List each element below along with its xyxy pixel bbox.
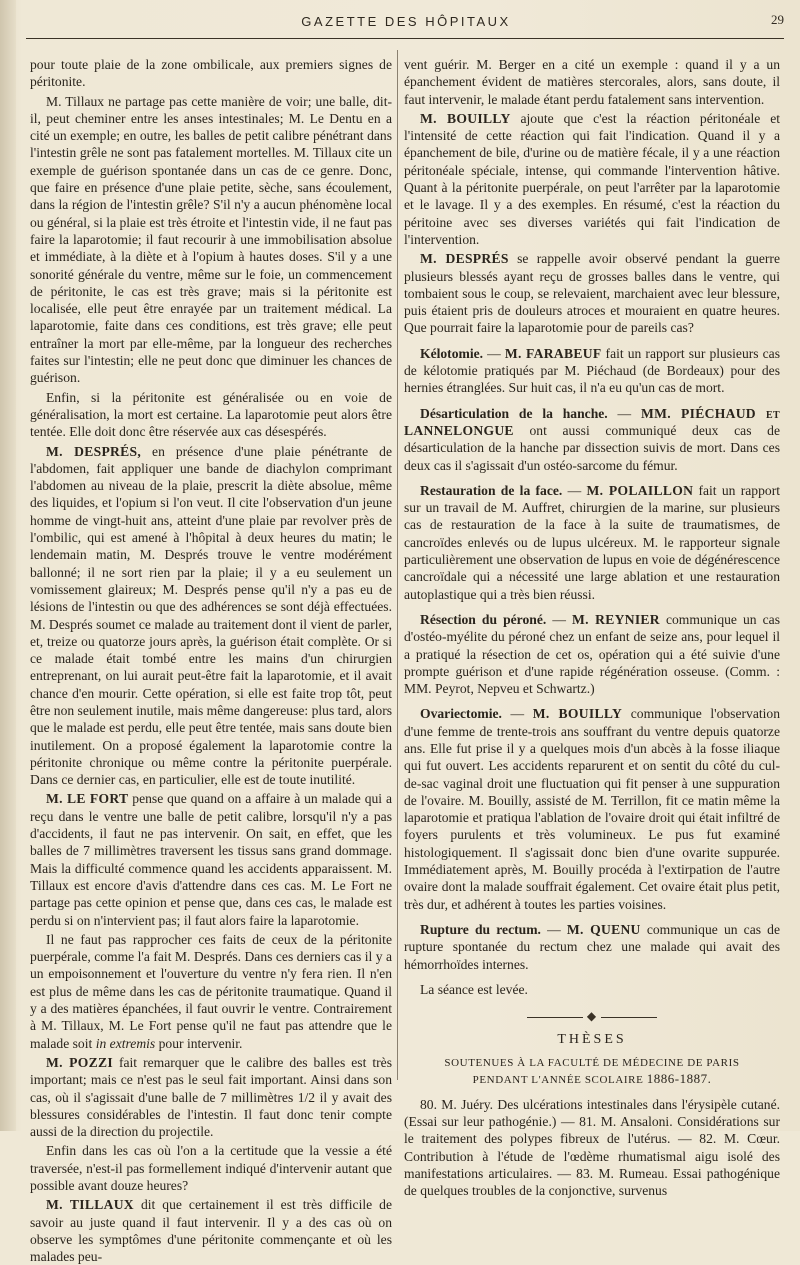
column-divider [397, 50, 398, 1080]
page-number: 29 [771, 12, 784, 27]
section-title: Ovariectomie. [420, 706, 502, 722]
section-paragraph: Kélotomie. — M. FARABEUF fait un rapport sur plusieurs cas de kélotomie pratiqués par M. Piéchaud (de Bordeaux) pour des hernies étranglées. Sur huit cas, il n'a eu qu'un cas de mort. [404, 345, 780, 396]
speaker-name: M. POZZI [46, 1054, 113, 1070]
paragraph [404, 110, 780, 248]
speaker-name: M. BOUILLY [532, 706, 623, 722]
paragraph-text: fait un rapport sur un travail de M. Auffret, chirurgien de la marine, sur plusieurs cas de restauration de la face à la suite de traumatismes, de cancroïdes enlevés ou de lupus ulcéreux. M. le rapporteur signale particulièrement une observation de lupus en voie de dégénérescence cancroïdale qui a nécessité une large ablation et une restauration autoplastique qui a très bien réussi. [404, 482, 780, 602]
section-paragraph: Désarticulation de la hanche. — MM. PIÉCHAUD et LANNELONGUE ont aussi communiqué deux cas de désarticulation de la hanche par dissection suivis de mort. Dans ces deux cas il s'agissait d'un ostéo-sarcome du fémur. [404, 405, 780, 473]
section-paragraph: Rupture du rectum. — M. QUENU communique un cas de rupture spontanée du rectum chez une malade qui avait des hémorrhoïdes internes. [404, 921, 781, 972]
paragraph-text: dit que certainement il est très difficile de savoir au juste quand il faut intervenir. Il y a des cas où on observe les symptômes d'une péritonite commençante et où les malades peu- [30, 1197, 393, 1265]
right-column [404, 56, 780, 1200]
paragraph-text: en présence d'une plaie pénétrante de l'abdomen, fait appliquer une bande de diachylon comprimant l'abdomen au niveau de la plaie, prescrit la diète absolue, même des liquides, et l'opium si l'on veut. Il cite l'observation d'un jeune homme de vingt-huit ans, atteint d'une plaie par revolver près de l'ombilic, qui est amené à l'hôpital à deux heures du matin; le lendemain matin, M. Després trouve le ventre modérément ballonné; il ne sort rien par la plaie; il y a eu seulement un vomissement glaireux; M. Després pense qu'il n'y a pas eu de lésions de l'intestin ou que des adhérences se sont déjà effectuées. M. Després soumet ce malade au traitement dont il vient de parler, et, treize ou quatorze jours après, la guérison était complète. Or si ce malade était tombé entre les mains d'un chirurgien entreprenant, on lui aurait peut-être fait la laparotomie, et il avait chance d'en mourir. Cette opération, si elle est faite trop tôt, peut être non seulement inutile, mais même dangereuse: plus tard, alors que le malade est perdu, elle peut être tentée, mais sans doute bien inutilement. On a proposé également la laparotomie contre la péritonite chronique ou même contre la péritonite puerpérale. Dans ce dernier cas, en particulier, elle est de toute inutilité. [30, 443, 393, 788]
theses-list: 80. M. Juéry. Des ulcérations intestinales dans l'érysipèle cutané. (Essai sur leur pathogénie.) — 81. M. Ansaloni. Considérations sur le traitement des polypes fibreux de l'utérus. — 82. M. Cœur. Contribution à l'étude de l'œdème rhumatismal aigu isolé des manifestations articulaires. — 83. M. Rumeau. Essai pathogénique de quelques troubles de la conjonctive, survenus [404, 1096, 780, 1199]
paragraph-text: pense que quand on a affaire à un malade qui a reçu dans le ventre une balle de petit calibre, lorsqu'il n'y a pas d'accidents, il faut ne pas intervenir. On sait, en effet, que les balles de 7 millimètres traversent les tissus sans grand dommage. Mais la difficulté commence quand les accidents apparaissent. M. Tillaux est encore d'avis d'attendre dans ces cas. M. Le Fort ne partage pas cette opinion et pense que, dans ces cas, le malade est perdu si on n'intervient pas; il faut alors faire la laparotomie. [30, 791, 392, 928]
left-column [30, 56, 392, 1265]
paragraph: Enfin, si la péritonite est généralisée ou en voie de généralisation, la mort est certaine. La laparotomie peut alors être tentée. Elle doit donc être réservée aux cas désespérés. [30, 389, 392, 440]
paragraph-text: Il ne faut pas rapprocher ces faits de ceux de la péritonite puerpérale, comme l'a fait M. Després. Dans ces derniers cas il y a un empoisonnement et l'ouverture du ventre n'y fera rien. Il n'en est plus de même dans les cas de péritonite traumatique. Quand il y a des matières épanchées, il faut ouvrir le ventre. Contrairement à M. Tillaux, M. Le Fort pense qu'il ne faut pas attendre que le malade soit [30, 931, 392, 1051]
section-paragraph: Résection du péroné. — M. REYNIER communique un cas d'ostéo-myélite du péroné chez un enfant de seize ans, pour lequel il a pratiqué la résection de cet os, opération qui a été suivie d'une prompte guérison et d'une rapide régénération osseuse. (Comm. : MM. Peyrot, Nepveu et Schwartz.) [404, 611, 780, 697]
paragraph: M. Tillaux ne partage pas cette manière de voir; une balle, dit-il, peut cheminer entre les anses intestinales; M. Le Dentu en a cité un exemple; en outre, les balles de petit calibre pénétrant dans l'intestin grêle ne sont pas fatalement mortelles. M. Tillaux cite un exemple de guérison spontanée dans un cas de ce genre. Donc, que faire en présence d'une plaie petite, sèche, sans écoulement, dans la région de l'intestin grêle? S'il n'y a aucun phénomène local ou général, si la plaie est très étroite et l'intestin vide, il ne faut pas faire la laparotomie; il faut recourir à une immobilisation absolue et immédiate, à la diète et à l'opium à hautes doses. S'il y a une sonorité générale du ventre, même sur le foie, un commencement de péritonite, le cas est très grave; mais si la péritonite est localisée, elle peut être enrayée par un traitement médical. La laparotomie, faite dans ces conditions, est très grave; elle peut entraîner la mort par elle-même, par la longueur des recherches faites sur l'intestin; elle ne peut donc que diminuer les chances de guérison. [30, 93, 392, 386]
paragraph [404, 250, 780, 336]
paragraph [30, 790, 392, 928]
page-binding-edge [0, 0, 16, 1131]
running-head [26, 10, 786, 34]
theses-heading: THÈSES [557, 1032, 627, 1048]
header-rule [26, 38, 784, 39]
paragraph-text: communique l'observation d'une femme de trente-trois ans souffrant du ventre depuis quatorze ans. Elle fut prise il y a quelques mois d'un abcès à la fosse iliaque qui fut ouvert. Les accidents reparurent et on sentit du côté du cul-de-sac vaginal droit une fluctuation qui fit penser à une suppuration de l'ovaire. M. Bouilly, assisté de M. Terrillon, fit ce matin même la laparotomie et pratiqua l'ablation de l'ovaire droit qui était infiltré de foyers purulents et très volumineux. Le pus fut examiné histologiquement. Il s'agissait donc bien d'une ovarite suppurée. Immédiatement après, M. Bouilly procéda à l'extirpation de l'autre ovaire dont la malade souffrait également. Cet ovaire était plus petit, très dur, et adhérent à toutes les parties voisines. [404, 706, 781, 912]
section-title: Désarticulation de la hanche. [420, 405, 608, 421]
section-title: Restauration de la face. [420, 482, 563, 498]
paragraph: pour toute plaie de la zone ombilicale, aux premiers signes de péritonite. [30, 57, 392, 90]
paragraph-text: communique un cas d'ostéo-myélite du péroné chez un enfant de seize ans, pour lequel il a pratiqué la résection de cet os, opération qui a été suivie d'une prompte guérison et d'une rapide régénération osseuse. (Comm. : MM. Peyrot, Nepveu et Schwartz.) [404, 611, 780, 697]
speaker-name: M. LE FORT [46, 791, 129, 807]
academic-year: 1886-1887. [646, 1070, 712, 1086]
section-title: Rupture du rectum. [420, 921, 541, 937]
paragraph [30, 931, 392, 1052]
theses-subtitle-text: PENDANT L'ANNÉE SCOLAIRE [472, 1073, 644, 1086]
speaker-name: M. POLAILLON [586, 482, 694, 498]
paragraph-text: communique un cas de rupture spontanée du rectum chez une malade qui avait des hémorrhoïdes internes. [404, 921, 781, 972]
section-paragraph: Restauration de la face. — M. POLAILLON fait un rapport sur un travail de M. Auffret, chirurgien de la marine, sur plusieurs cas de restauration de la face à la suite de traumatismes, de cancroïdes enlevés ou de lupus ulcéreux. M. le rapporteur signale particulièrement une observation de lupus en voie de dégénérescence cancroïdale qui a nécessité une large ablation et une restauration autoplastique qui a très bien réussi. [404, 482, 780, 602]
speaker-name: M. TILLAUX [46, 1197, 134, 1213]
paragraph [30, 443, 392, 789]
theses-subtitle: SOUTENUES À LA FACULTÉ DE MÉDECINE DE PARIS [444, 1056, 740, 1069]
paragraph-text: ajoute que c'est la réaction péritonéale et l'intensité de cette réaction qui fait l'indication. Quand il y a épanchement de bile, d'urine ou de matière fécale, il y a une réaction péritonéale spéciale, intense, qui commande l'intervention hâtive. Quant à la péritonite puerpérale, on peut l'arrêter par la laparotomie et le lavage. Il y a des exemples. En résumé, c'est la réaction du péritoine avec ses diverses variétés qui fait l'indication de l'intervention. [404, 110, 781, 247]
paragraph [30, 1196, 392, 1265]
paragraph-text: ont aussi communiqué deux cas de désarticulation de la hanche par dissection suivis de mort. Dans ces deux cas il s'agissait d'un ostéo-sarcome du fémur. [404, 422, 780, 473]
paragraph-text: fait remarquer que le calibre des balles est très important; mais ce n'est pas le seul fait important. Ainsi dans son cas, où il s'agissait d'une balle de 7 millimètres 1/2 il y avait des blessures considérables de l'intestin. Il faut donc tenir compte aussi de la direction du projectile. [30, 1054, 392, 1140]
paragraph-text: fait un rapport sur plusieurs cas de kélotomie pratiqués par M. Piéchaud (de Bordeaux) pour des hernies étranglées. Sur huit cas, il n'a eu qu'un cas de mort. [404, 345, 780, 396]
speaker-name: M. REYNIER [571, 611, 660, 627]
paragraph [30, 1054, 392, 1140]
section-paragraph: Ovariectomie. — M. BOUILLY communique l'observation d'une femme de trente-trois ans souffrant du ventre depuis quatorze ans. Elle fut prise il y a quelques mois d'un abcès à la fosse iliaque qui fut ouvert. Les accidents reparurent et on sentit du côté du cul-de-sac vaginal droit une fluctuation qui fit penser à une suppuration de l'ovaire. M. Bouilly, assisté de M. Terrillon, fit ce matin même la laparotomie et pratiqua l'ablation de l'ovaire droit qui était infiltré de foyers purulents et très volumineux. Le pus fut examiné histologiquement. Il s'agissait donc bien d'une ovarite suppurée. Immédiatement après, M. Bouilly procéda à l'extirpation de l'autre ovaire dont la malade souffrait également. Cet ovaire était plus petit, très dur, et adhérent à toutes les parties voisines. [404, 706, 781, 912]
paragraph: Enfin dans les cas où l'on a la certitude que la vessie a été traversée, n'est-il pas formellement indiqué d'intervenir autant que possible avant douze heures? [30, 1143, 392, 1193]
speaker-name: M. DESPRÉS, [46, 443, 142, 459]
journal-title: GAZETTE DES HÔPITAUX [301, 14, 511, 29]
speaker-name: M. BOUILLY [420, 110, 511, 126]
paragraph-text: pour intervenir. [155, 1035, 243, 1051]
speaker-name: M. FARABEUF [504, 345, 602, 361]
speaker-name: M. QUENU [566, 921, 641, 937]
paragraph-text: se rappelle avoir observé pendant la guerre plusieurs blessés ayant reçu de grosses balles dans le ventre, qui tombaient sous le coup, se relevaient, marchaient avec leur blessure, puis étaient pris de douleurs atroces et mouraient en quatre heures. Que pourrait faire la laparotomie pour de pareils cas? [404, 251, 780, 336]
section-title: Kélotomie. [420, 345, 484, 361]
speaker-name: M. DESPRÉS [420, 251, 509, 267]
paragraph: vent guérir. M. Berger en a cité un exemple : quand il y a un épanchement évident de matières stercorales, alors, sans doute, il faut intervenir, le malade étant perdu fatalement sans intervention. [404, 57, 780, 107]
closing-line: La séance est levée. [420, 981, 528, 997]
speaker-name: MM. PIÉCHAUD et LANNELONGUE [404, 405, 780, 438]
italic-phrase: in extremis [95, 1035, 156, 1051]
section-title: Résection du péroné. [420, 611, 547, 627]
theses-subtitle-year-line [404, 1071, 780, 1088]
ornament-divider: ◆ [404, 1008, 780, 1025]
